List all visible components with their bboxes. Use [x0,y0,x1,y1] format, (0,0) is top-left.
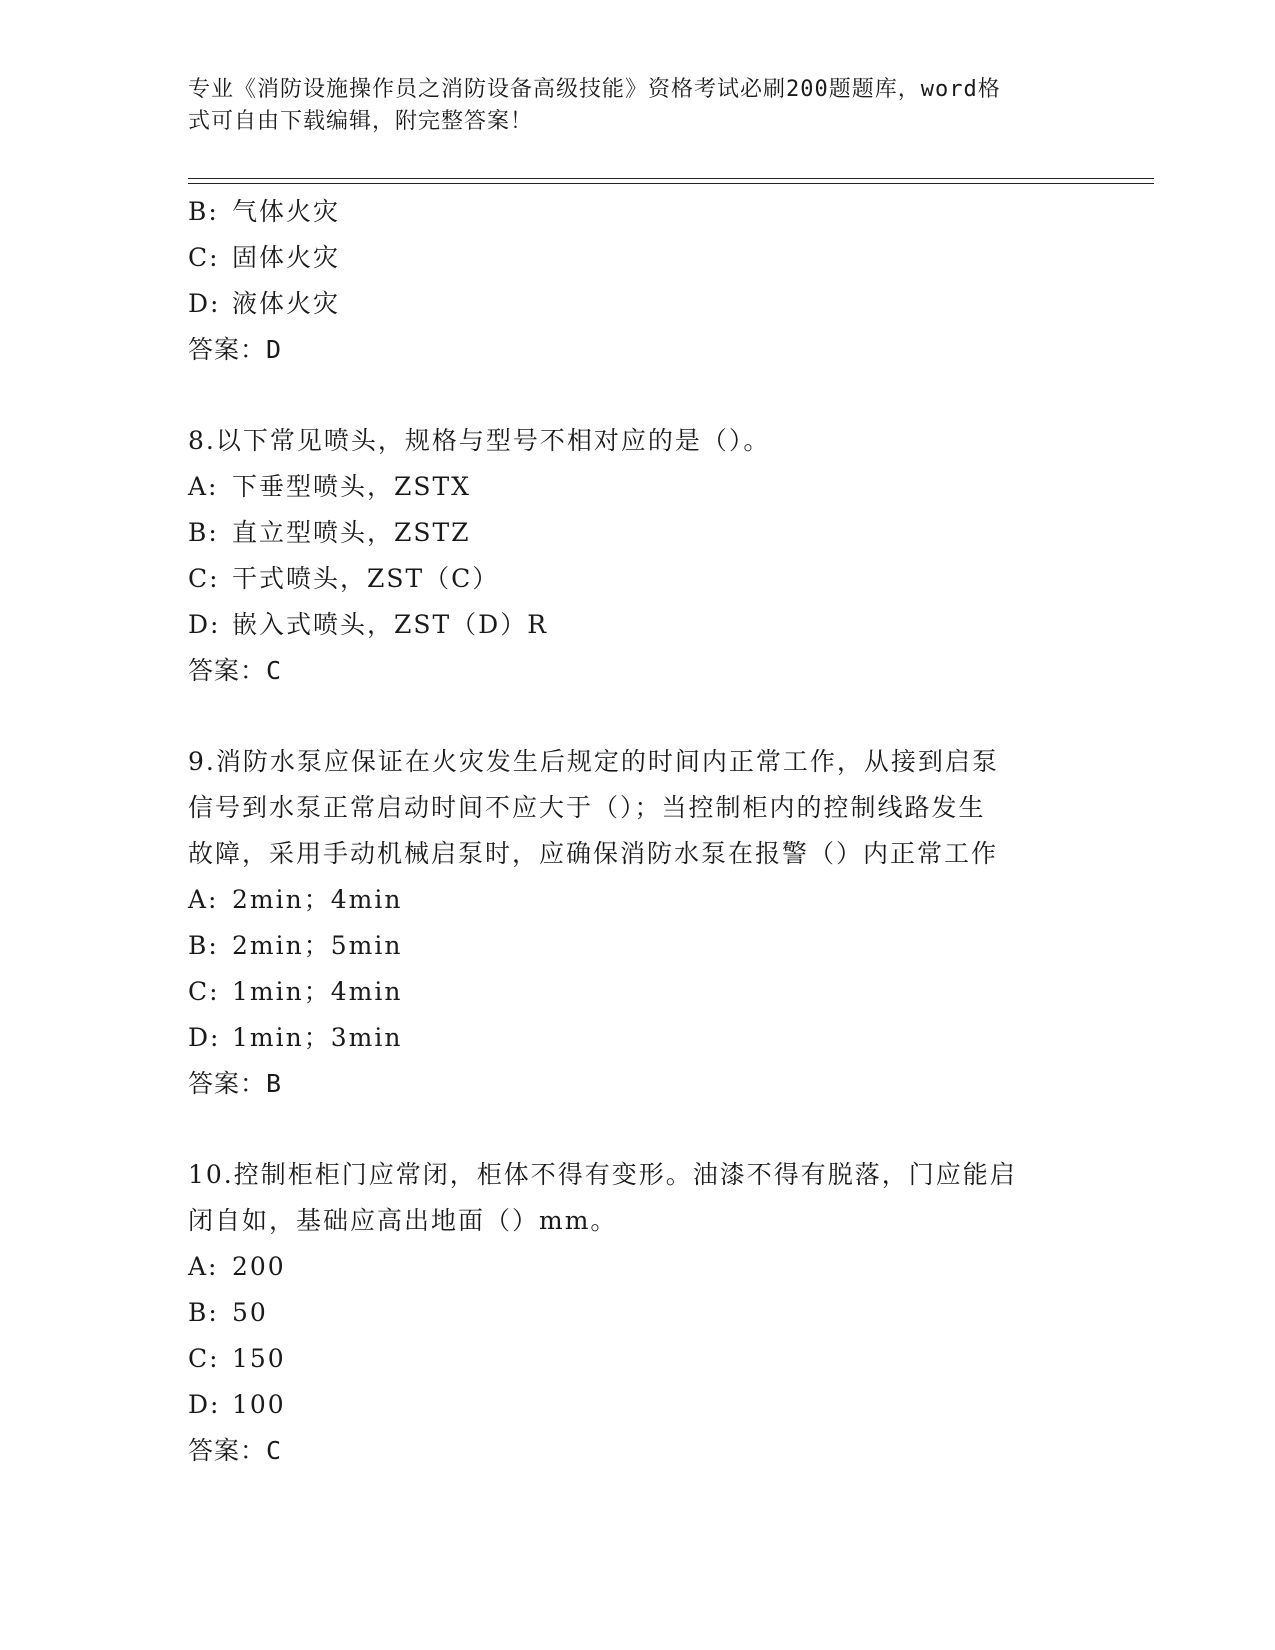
answer: 答案：C [188,1436,283,1465]
question-stem: 9.消防水泵应保证在火灾发生后规定的时间内正常工作，从接到启泵 [188,747,999,776]
question-7-continued [188,189,1088,373]
option-c: C: 1min；4min [188,977,403,1006]
option-b: B: 50 [188,1298,268,1327]
option-a: A: 200 [188,1252,286,1281]
option-c: C: 干式喷头，ZST（C） [188,564,500,593]
question-stem: 故障，采用手动机械启泵时，应确保消防水泵在报警（）内正常工作 [188,839,999,868]
answer: 答案：D [188,335,283,364]
option-c: C: 150 [188,1344,286,1373]
question-stem: 10.控制柜柜门应常闭，柜体不得有变形。油漆不得有脱落，门应能启 [188,1160,1017,1189]
answer: 答案：B [188,1069,283,1098]
question-9 [188,739,1088,1107]
document-header [188,74,1068,138]
question-stem: 信号到水泵正常启动时间不应大于（）；当控制柜内的控制线路发生 [188,793,986,822]
option-d: D: 100 [188,1390,286,1419]
option-a: A: 下垂型喷头，ZSTX [188,472,471,501]
option-c: C: 固体火灾 [188,243,341,272]
option-b: B: 气体火灾 [188,197,341,226]
header-line-1: 专业《消防设施操作员之消防设备高级技能》资格考试必刷200题题库，word格 [188,77,1001,102]
header-divider-bottom [188,183,1154,184]
question-stem: 8.以下常见喷头，规格与型号不相对应的是（）。 [188,426,771,455]
header-divider-top [188,178,1154,179]
question-list [188,189,1088,1474]
option-d: D: 1min；3min [188,1023,403,1052]
option-a: A: 2min；4min [188,885,403,914]
header-line-2: 式可自由下载编辑，附完整答案！ [188,109,534,134]
option-d: D: 嵌入式喷头，ZST（D）R [188,610,549,639]
option-d: D: 液体火灾 [188,289,341,318]
option-b: B: 直立型喷头，ZSTZ [188,518,471,547]
answer: 答案：C [188,656,283,685]
question-10 [188,1152,1088,1474]
option-b: B: 2min；5min [188,931,403,960]
question-stem: 闭自如，基础应高出地面（）mm。 [188,1206,618,1235]
question-8 [188,418,1088,694]
